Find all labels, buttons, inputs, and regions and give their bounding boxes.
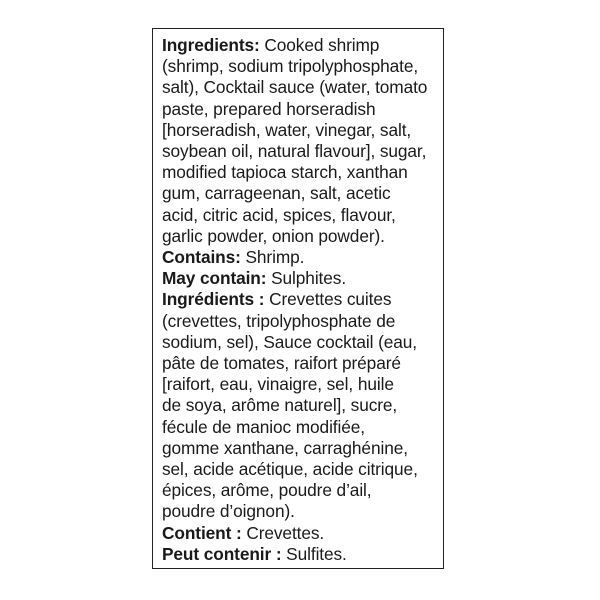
contient-heading: Contient : xyxy=(162,522,242,543)
ingredients-fr-heading-line xyxy=(162,289,443,310)
ingredients-fr-text-line: pâte de tomates, raifort préparé xyxy=(162,353,401,374)
may-contain-heading: May contain: xyxy=(162,268,267,289)
ingredients-text-line: acid, citric acid, spices, flavour, xyxy=(162,204,396,225)
ingredient-label xyxy=(152,28,444,569)
may-contain-line xyxy=(162,268,443,289)
ingredients-text-line: modified tapioca starch, xanthan xyxy=(162,162,408,183)
ingredients-heading: Ingredients: xyxy=(162,35,260,55)
contient-text: Crevettes. xyxy=(241,522,325,543)
contains-heading: Contains: xyxy=(162,247,241,268)
ingredients-fr-text-line: poudre d’oignon). xyxy=(162,501,295,522)
ingredients-text-line: gum, carrageenan, salt, acetic xyxy=(162,183,391,204)
ingredients-text-line: (shrimp, sodium tripolyphosphate, xyxy=(162,56,419,77)
ingredients-fr-text-line: fécule de manioc modifiée, xyxy=(162,416,365,437)
ingredients-fr-text-line: (crevettes, tripolyphosphate de xyxy=(162,310,396,331)
peut-contenir-text: Sulfites. xyxy=(281,543,347,564)
peut-contenir-heading: Peut contenir : xyxy=(162,543,282,564)
contient-line xyxy=(162,523,443,544)
ingredients-text-line: soybean oil, natural flavour], sugar, xyxy=(162,141,427,162)
contains-line xyxy=(162,247,443,268)
may-contain-text: Sulphites. xyxy=(266,268,347,289)
ingredients-fr-text-line: de soya, arôme naturel], sucre, xyxy=(162,395,398,416)
ingredients-text-line: salt), Cocktail sauce (water, tomato xyxy=(162,77,428,98)
ingredients-fr-text-line: sel, acide acétique, acide citrique, xyxy=(162,459,418,480)
ingredients-fr-text-line: [raifort, eau, vinaigre, sel, huile xyxy=(162,374,394,395)
ingredients-heading-line xyxy=(162,35,443,56)
ingredients-fr-text-line: épices, arôme, poudre d’ail, xyxy=(162,480,372,501)
ingredients-fr-text-line: gomme xanthane, carraghénine, xyxy=(162,437,408,458)
ingredients-fr-text: Crevettes cuites xyxy=(264,289,392,310)
contains-text: Shrimp. xyxy=(240,247,305,268)
peut-contenir-line xyxy=(162,544,443,565)
ingredients-fr-heading: Ingrédients : xyxy=(162,289,265,310)
ingredients-text-line: [horseradish, water, vinegar, salt, xyxy=(162,119,412,140)
ingredients-text: Cooked shrimp xyxy=(259,35,380,55)
ingredients-text-line: garlic powder, onion powder). xyxy=(162,225,385,246)
ingredients-text-line: paste, prepared horseradish xyxy=(162,98,376,119)
ingredients-fr-text-line: sodium, sel), Sauce cocktail (eau, xyxy=(162,331,417,352)
